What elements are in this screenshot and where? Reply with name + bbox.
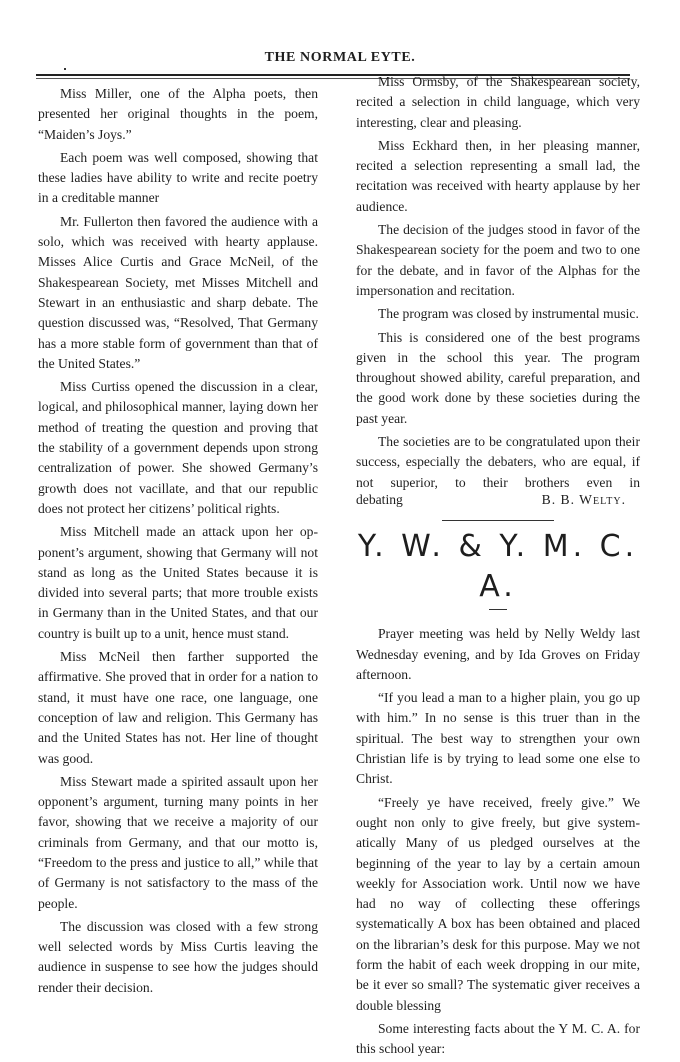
section-divider [442, 520, 554, 521]
left-column [38, 84, 318, 1001]
paragraph: Some interesting facts about the Y M. C. A. for this school year: [356, 1020, 640, 1057]
paragraph: Prayer meeting was held by Nelly Weldy last Wednesday evening, and by Ida Groves on Friday afternoon. [356, 626, 640, 682]
heading-dash [489, 609, 507, 610]
paragraph: Mr. Fullerton then favored the audience with a solo, which was received with hearty applause. Misses Alice Curtis and Grace McNeil, of the Shakespearean Society, met Misses Mitchell and Stewart in an enthusiastic and sharp debate. The question discussed was, “Resolved, That Germany has a more stable form of government than that of the United States.” [38, 213, 318, 371]
paragraph: Miss Mitchell made an attack upon her opponent’s argument, showing that Germany will not stand as long as the United States because it is divided into several parts; that more trouble exists in Germany than in the United States, and that our country is built up to a unit, hence must stand. [38, 524, 318, 641]
masthead: THE NORMAL EYTE. [264, 50, 416, 65]
paragraph: The decision of the judges stood in favor of the Shakespearean society for the poem and two to one for the debate, and in favor of the Alphas for the impersonation and recitation. [356, 222, 640, 298]
signature-line [356, 490, 640, 510]
paragraph: Miss Eckhard then, in her pleasing manner, recited a selection representing a small lad, the recitation was received with hearty applause by her audience. [356, 137, 640, 214]
paragraph: “If you lead a man to a higher plain, you go up with him.” In no sense is this truer than in the spiritual. The best way to strengthen your own Christian life is by trying to lead some one else to Christ. [356, 690, 640, 787]
paragraph: Miss McNeil then farther supported the affirmative. She proved that in order for a nation to stand, it must have one race, one language, one conception of law and religion. This Germany has and the United States has not. Her line of thought was good. [38, 649, 318, 766]
closing-last-word: debating [356, 491, 403, 507]
paragraph: Miss Curtiss opened the discussion in a clear, logical, and philosophical manner, laying down her method of treating the question and proving that the stability of a government depends upon strong centralization of power. She showed Germany’s growth does not vacillate, and that our republic does not protect her citizens’ political rights. [38, 379, 318, 516]
paragraph: This is considered one of the best programs given in the school this year. The program throughout showed ability, careful preparation, and the good work done by these societies during the past year. [356, 329, 640, 426]
right-column [356, 72, 640, 1062]
paragraph: Miss Miller, one of the Alpha poets, then presented her original thoughts in the poem, “Maiden’s Joys.” [38, 86, 318, 142]
closing-paragraph: The societies are to be congratulated upon their success, especially the debaters, who are equal, if not superior, to their brothers even in [356, 434, 640, 490]
print-speck [64, 68, 66, 70]
author-signature: B. B. Welty. [541, 491, 626, 507]
paragraph: Miss Ormsby, of the Shakespearean society, recited a selection in child language, which very interesting, clear and pleasing. [356, 74, 640, 130]
paragraph: “Freely ye have received, freely give.” We ought non only to give freely, but give systematically Many of us pledged ourselves at the beginning of the year to lay by a certain amoun weekly for Association work. Until now we have had no way of collecting these offerings systematically A box has been obtained and placed on the librarian’s desk for this purpose. May we not form the habit of each week dropping in our mite, be it ever so small? The systematic giver receives a double blessing [356, 794, 640, 1013]
paragraph: The discussion was closed with a few strong well selected words by Miss Curtis leaving the audience in suspense to see how the judges should render their decision. [38, 918, 318, 995]
paragraph: The program was closed by instrumental music. [378, 306, 639, 322]
section-heading: Y. W. & Y. M. C. A. [357, 529, 639, 605]
paragraph: Miss Stewart made a spirited assault upon her opponent’s argument, turning many points in her favor, showing that we receive a majority of our criminals from Germany, and that our motto is, “Freedom to the press and justice to all,” while that of Germany is not satisfactory to the mass of the people. [38, 773, 318, 911]
paragraph: Each poem was well composed, showing that these ladies have ability to write and recite poetry in a creditable manner [38, 149, 318, 206]
